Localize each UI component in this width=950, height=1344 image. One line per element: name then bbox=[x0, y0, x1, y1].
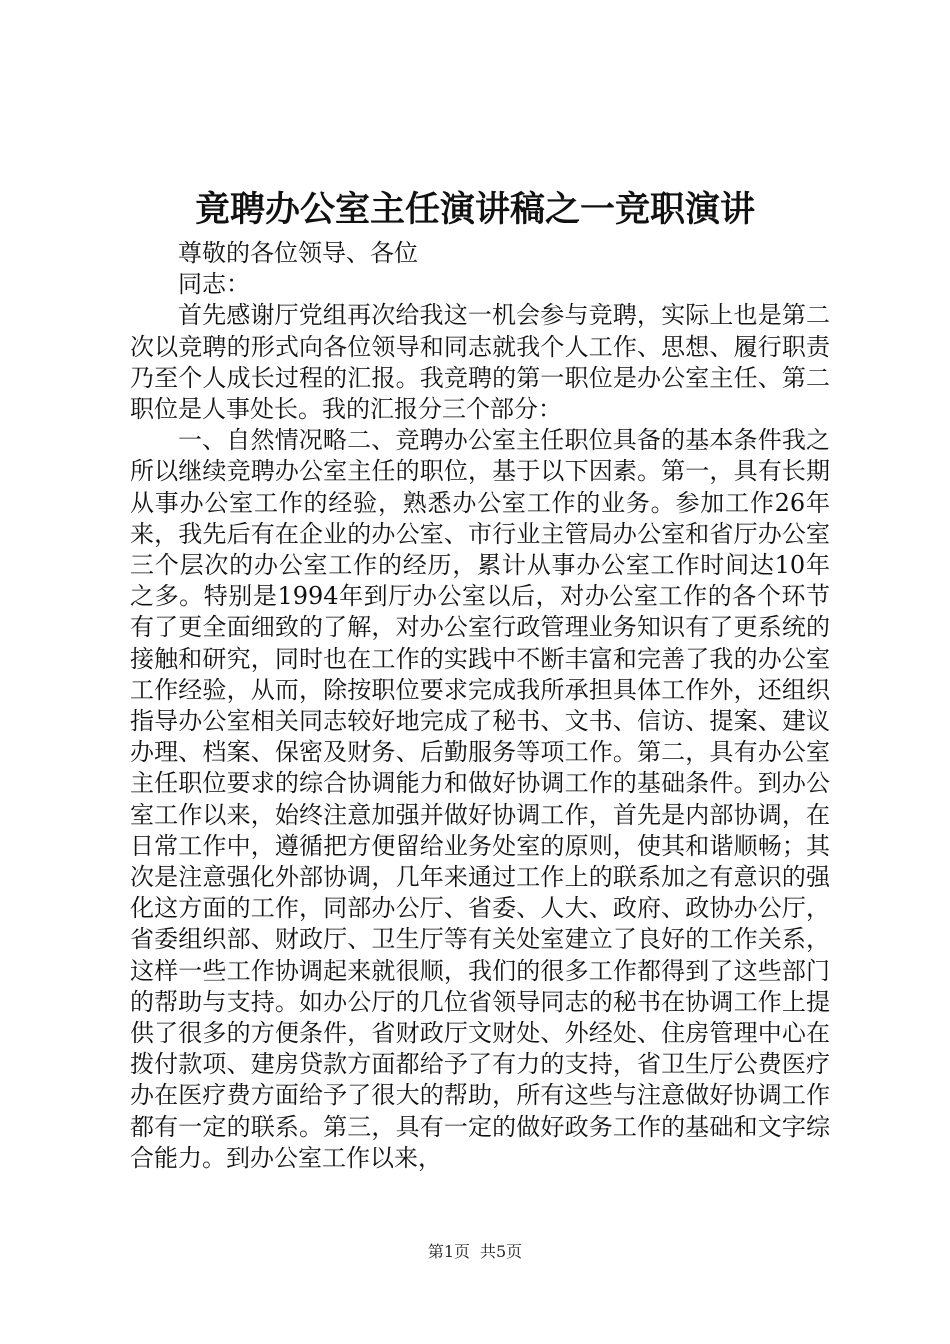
page-footer bbox=[0, 1240, 950, 1264]
page-total: 共5页 bbox=[480, 1242, 523, 1261]
page-number: 第1页 bbox=[427, 1242, 470, 1261]
paragraph-qualifications: 一、自然情况略二、竞聘办公室主任职位具备的基本条件我之所以继续竞聘办公室主任的职位，基于以下因素。第一，具有长期从事办公室工作的经验，熟悉办公室工作的业务。参加工作26年来，我先后有在企业的办公室、市行业主管局办公室和省厅办公室三个层次的办公室工作的经历，累计从事办公室工作时间达10年之多。特别是1994年到厅办公室以后，对办公室工作的各个环节有了更全面细致的了解，对办公室行政管理业务知识有了更系统的接触和研究，同时也在工作的实践中不断丰富和完善了我的办公室工作经验，从而，除按职位要求完成我所承担具体工作外，还组织指导办公室相关同志较好地完成了秘书、文书、信访、提案、建议办理、档案、保密及财务、后勤服务等项工作。第二，具有办公室主任职位要求的综合协调能力和做好协调工作的基础条件。到办公室工作以来，始终注意加强并做好协调工作，首先是内部协调，在日常工作中，遵循把方便留给业务处室的原则，使其和谐顺畅；其次是注意强化外部协调，几年来通过工作上的联系加之有意识的强化这方面的工作，同部办公厅、省委、人大、政府、政协办公厅，省委组织部、财政厅、卫生厅等有关处室建立了良好的工作关系，这样一些工作协调起来就很顺，我们的很多工作都得到了这些部门的帮助与支持。如办公厅的几位省领导同志的秘书在协调工作上提供了很多的方便条件，省财政厅文财处、外经处、住房管理中心在拨付款项、建房贷款方面都给予了有力的支持，省卫生厅公费医疗办在医疗费方面给予了很大的帮助，所有这些与注意做好协调工作都有一定的联系。第三，具有一定的做好政务工作的基础和文字综合能力。到办公室工作以来， bbox=[130, 426, 830, 1172]
document-body bbox=[130, 238, 830, 1174]
document-title: 竟聘办公室主任演讲稿之一竞职演讲 bbox=[194, 189, 755, 230]
paragraph-intro: 首先感谢厅党组再次给我这一机会参与竞聘，实际上也是第二次以竞聘的形式向各位领导和同志就我个人工作、思想、履行职责乃至个人成长过程的汇报。我竞聘的第一职位是办公室主任、第二职位是人事处长。我的汇报分三个部分： bbox=[130, 301, 830, 424]
greeting-line-1: 尊敬的各位领导、各位 bbox=[178, 239, 418, 267]
greeting-line-2: 同志： bbox=[178, 270, 250, 299]
